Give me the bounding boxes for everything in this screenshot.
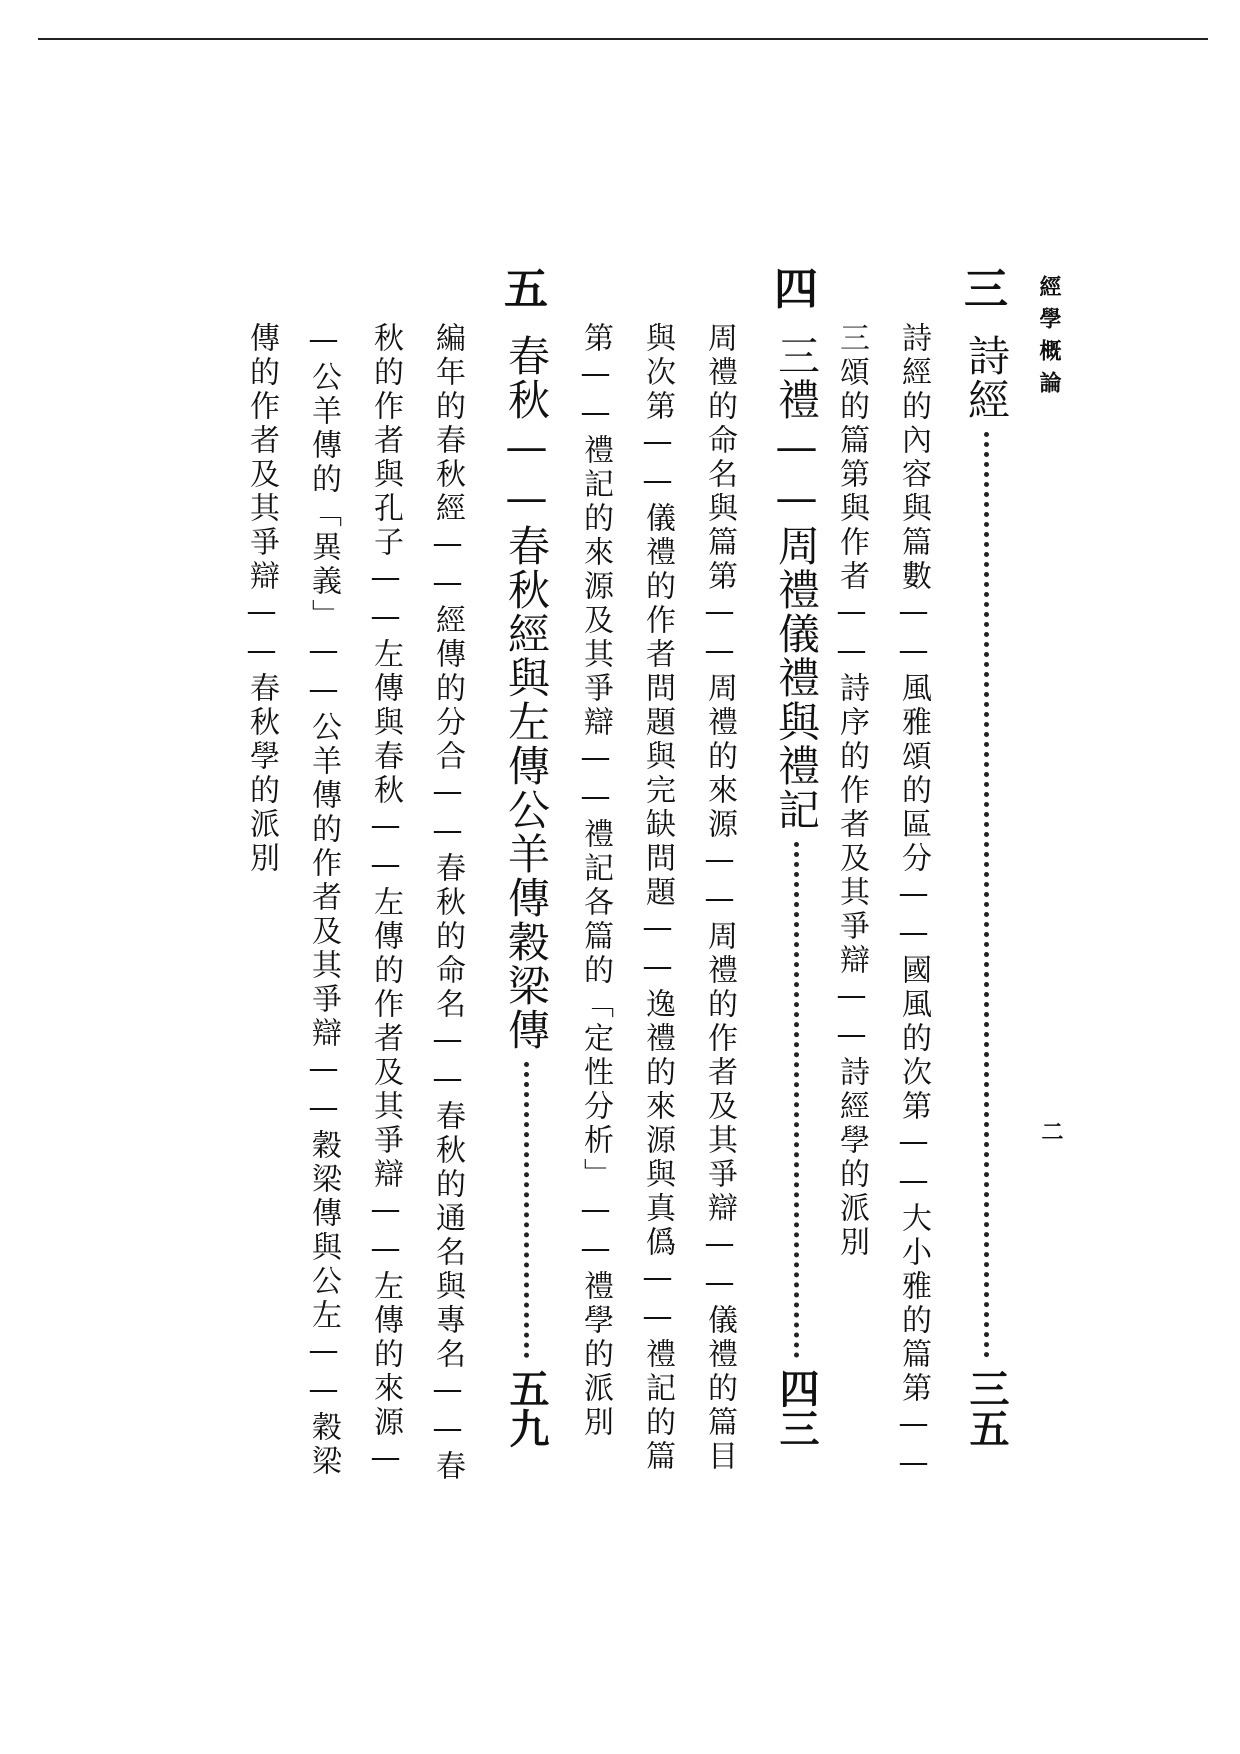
running-head: 經學概論	[1036, 275, 1062, 403]
chapter-5-subtopics-line-2: 秋的作者與孔子——左傳與春秋——左傳的作者及其爭辯——左傳的來源—	[368, 322, 403, 1479]
chapter-number: 三	[964, 264, 1008, 315]
chapter-4-subtopics-line-2: 與次第——儀禮的作者問題與完缺問題——逸禮的來源與真僞——禮記的篇	[640, 322, 675, 1474]
chapter-page-number: 三五	[963, 1368, 1010, 1448]
dot-leader	[524, 1062, 529, 1358]
chapter-number: 四	[774, 264, 818, 315]
chapter-heading-3	[960, 264, 1012, 1448]
chapter-heading-4	[770, 264, 822, 1448]
chapter-3-subtopics-line-1: 詩經的內容與篇數——風雅頌的區分——國風的次第——大小雅的篇第——	[896, 322, 931, 1484]
chapter-title: 春秋——春秋經與左傳公羊傳穀梁傳	[502, 334, 551, 1052]
chapter-3-subtopics-line-2: 三頌的篇第與作者——詩序的作者及其爭辯——詩經學的派別	[834, 322, 869, 1260]
top-rule	[38, 38, 1208, 40]
chapter-title: 詩經	[962, 334, 1011, 422]
chapter-4-subtopics-line-1: 周禮的命名與篇第——周禮的來源——周禮的作者及其爭辯——儀禮的篇目	[702, 322, 737, 1474]
chapter-heading-5	[500, 264, 552, 1448]
chapter-number: 五	[504, 264, 548, 315]
chapter-page-number: 五九	[503, 1368, 550, 1448]
chapter-4-subtopics-line-3: 第——禮記的來源及其爭辯——禮記各篇的「定性分析」——禮學的派別	[578, 322, 613, 1440]
chapter-title: 三禮——周禮儀禮與禮記	[772, 334, 821, 832]
chapter-page-number: 四三	[773, 1368, 820, 1448]
page-folio: 二	[1038, 1120, 1064, 1142]
chapter-5-subtopics-line-1: 編年的春秋經——經傳的分合——春秋的命名——春秋的通名與專名——春	[430, 322, 465, 1484]
chapter-5-subtopics-line-4: 傳的作者及其爭辯——春秋學的派別	[244, 322, 279, 876]
dot-leader	[984, 432, 989, 1358]
dot-leader	[794, 842, 799, 1358]
chapter-5-subtopics-line-3: —公羊傳的「異義」——公羊傳的作者及其爭辯——穀梁傳與公左——穀梁	[306, 322, 341, 1479]
